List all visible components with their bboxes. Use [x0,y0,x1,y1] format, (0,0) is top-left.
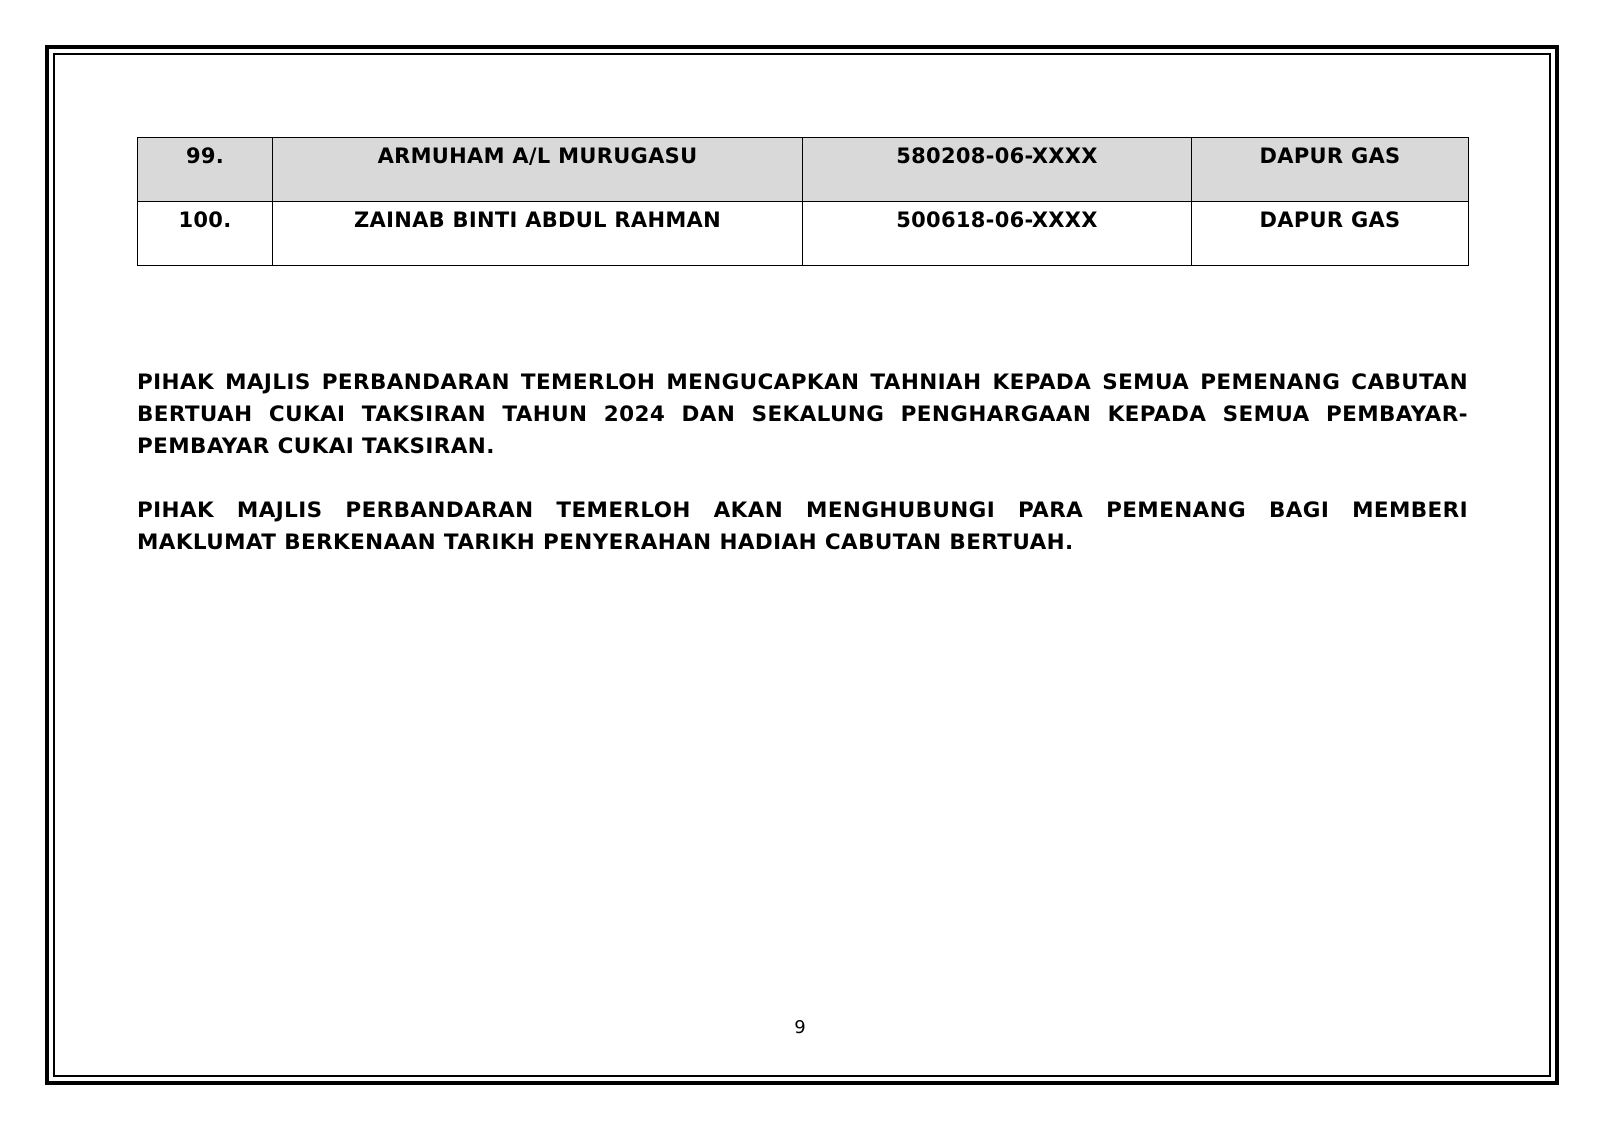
winner-ic-number: 580208-06-XXXX [803,138,1192,202]
winner-prize: DAPUR GAS [1192,138,1469,202]
winner-prize: DAPUR GAS [1192,202,1469,266]
contact-notice-paragraph: PIHAK MAJLIS PERBANDARAN TEMERLOH AKAN MENGHUBUNGI PARA PEMENANG BAGI MEMBERI MAKLUMAT BERKENAAN TARIKH PENYERAHAN HADIAH CABUTAN BERTUAH. [137,498,1468,555]
congratulations-paragraph: PIHAK MAJLIS PERBANDARAN TEMERLOH MENGUCAPKAN TAHNIAH KEPADA SEMUA PEMENANG CABUTAN BERTUAH CUKAI TAKSIRAN TAHUN 2024 DAN SEKALUNG PENGHARGAAN KEPADA SEMUA PEMBAYAR-PEMBAYAR CUKAI TAKSIRAN. [137,370,1468,459]
winner-number: 100. [138,202,273,266]
winner-ic-number: 500618-06-XXXX [803,202,1192,266]
table-row [138,202,1469,266]
table-row [138,138,1469,202]
winners-table [137,137,1469,266]
page-number: 9 [794,1017,806,1038]
winner-name: ARMUHAM A/L MURUGASU [273,138,803,202]
winner-name: ZAINAB BINTI ABDUL RAHMAN [273,202,803,266]
winner-number: 99. [138,138,273,202]
